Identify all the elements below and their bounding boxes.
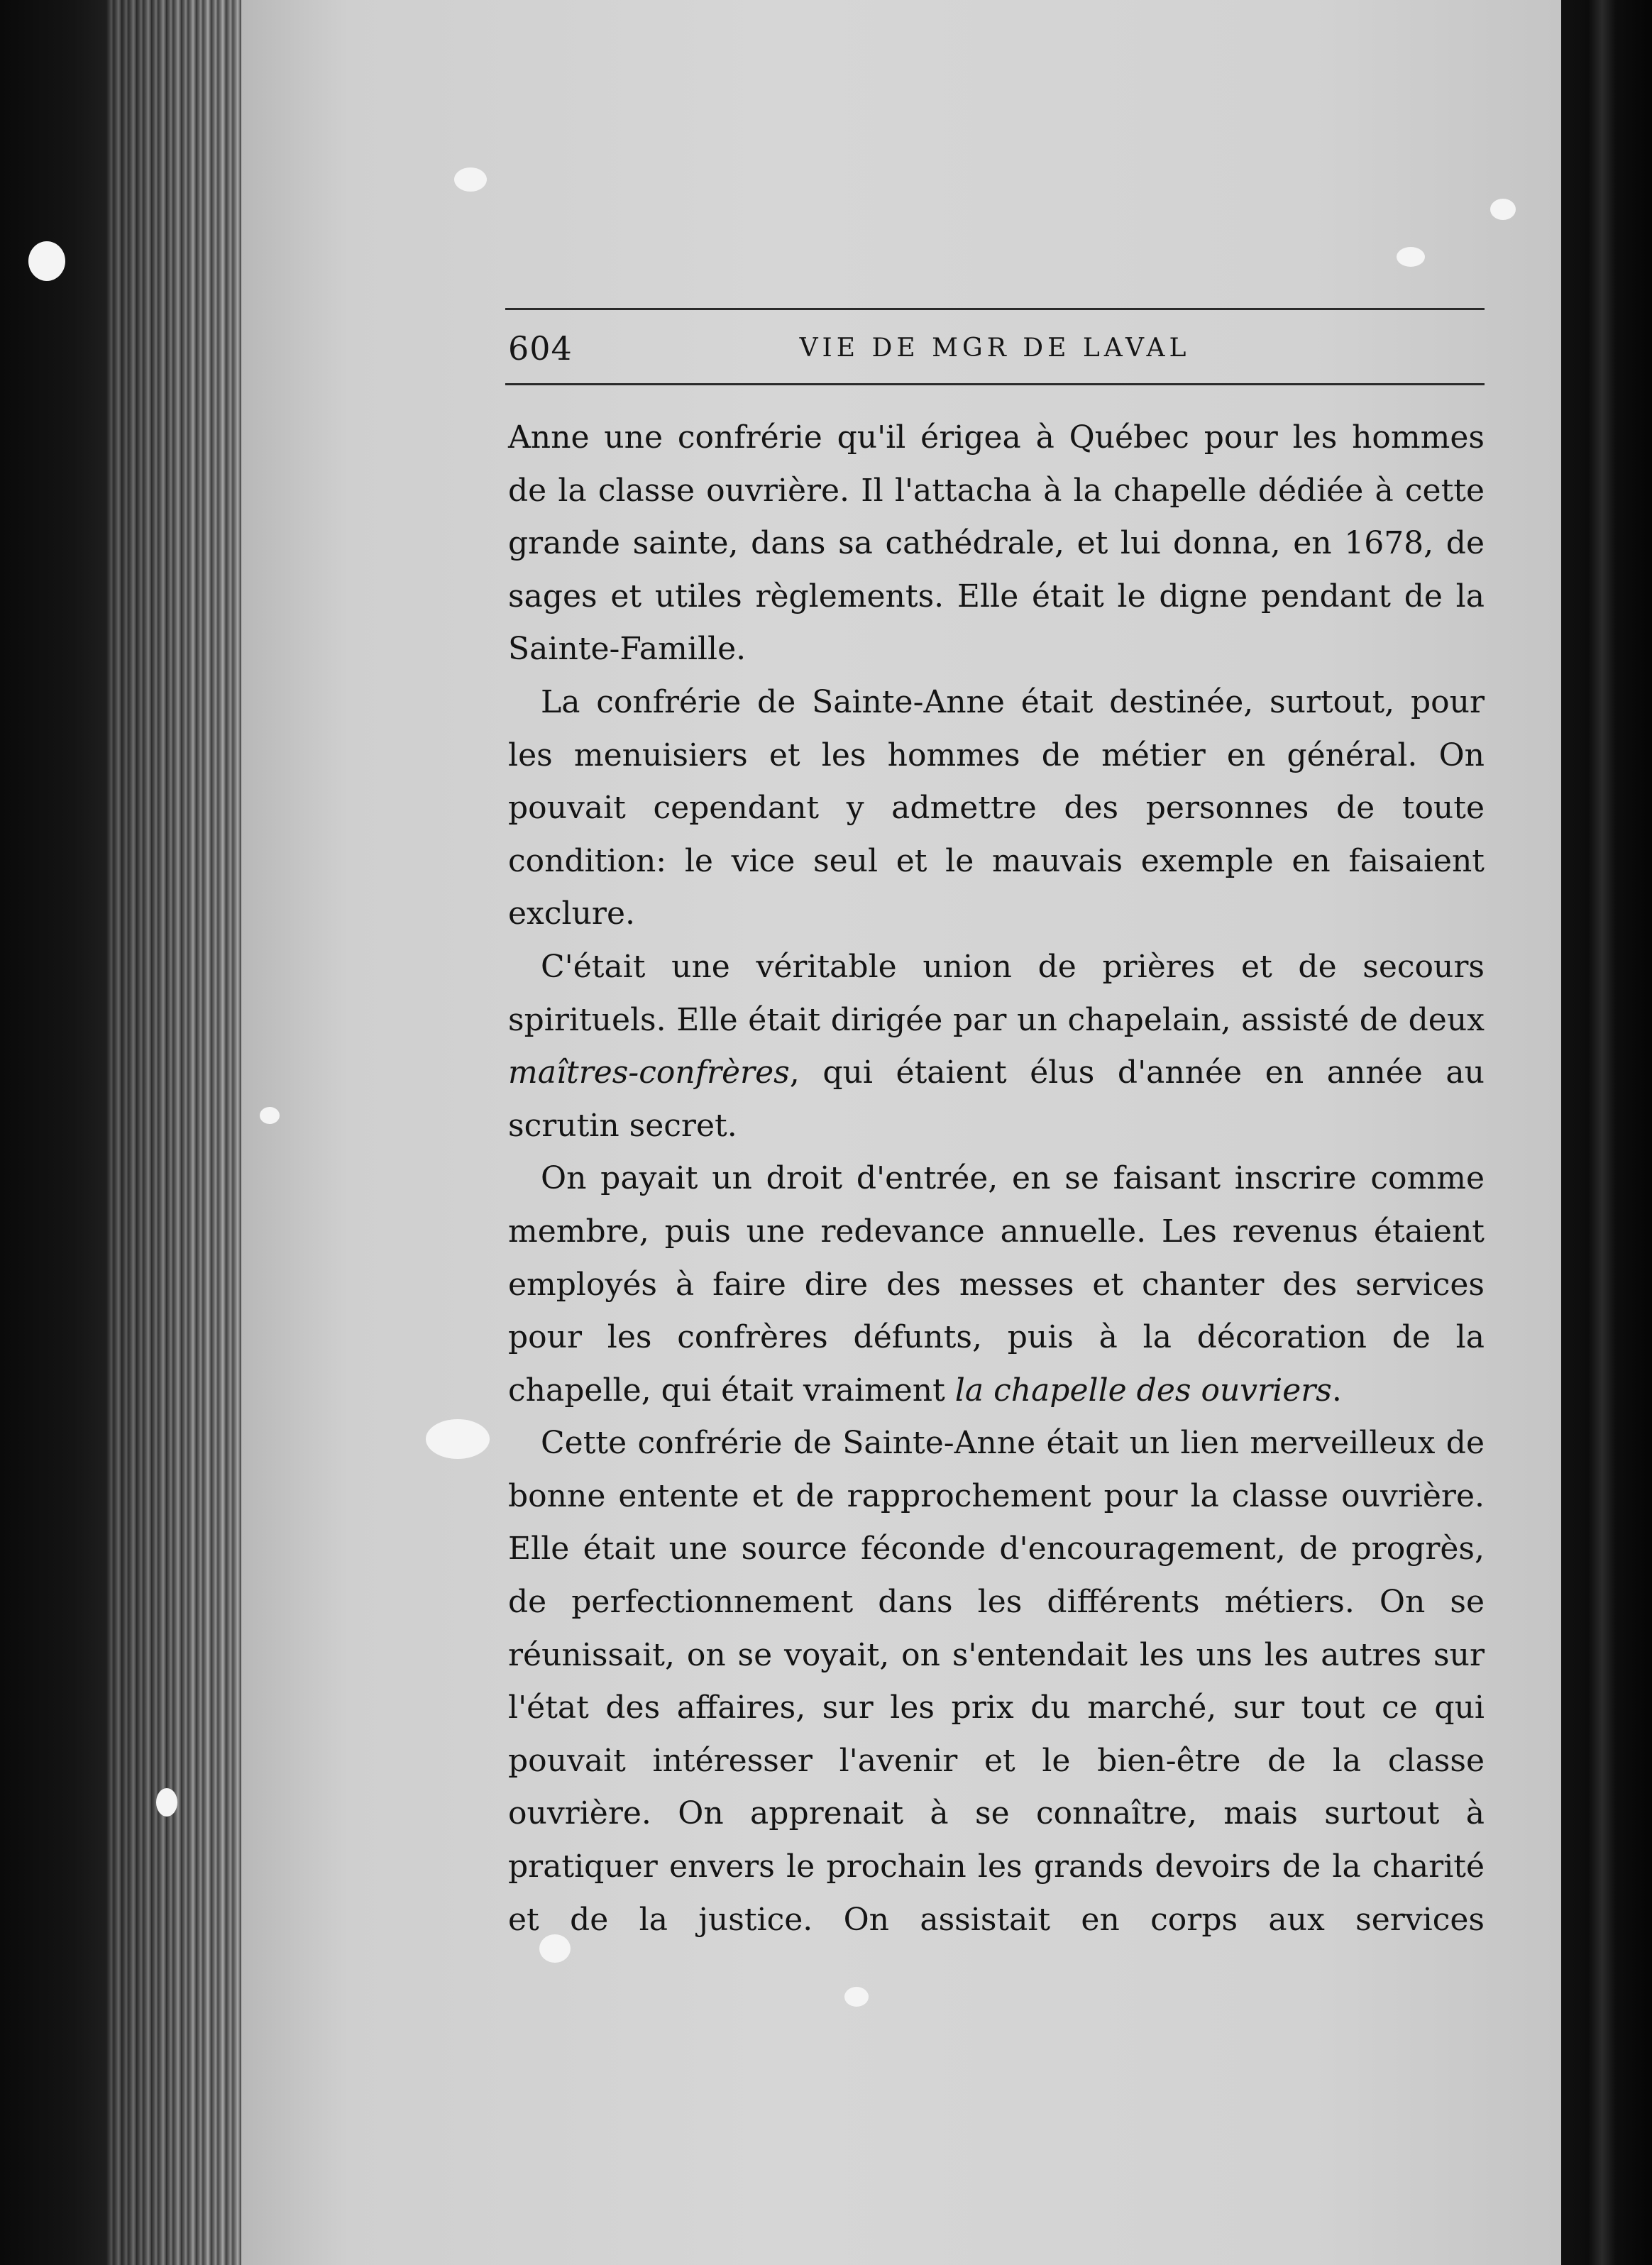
header-rule-bottom [505, 383, 1485, 385]
paragraph: Anne une confrérie qu'il érigea à Québec pour les hommes de la classe ouvrière. Il l'attacha à la chapelle dédiée à cette grande sainte, dans sa cathédrale, et lui donna, en 1678, de sages et utiles règlements. Elle était le digne pendant de la Sainte-Famille. [508, 419, 1485, 668]
page-number: 604 [508, 329, 573, 368]
paragraph [508, 1152, 1485, 1417]
dust-speck [1490, 199, 1516, 220]
dust-speck [28, 241, 65, 281]
running-title: VIE DE MGR DE LAVAL [799, 334, 1191, 363]
dust-speck [260, 1107, 280, 1124]
dust-speck [156, 1788, 177, 1817]
paragraph-text: . [1331, 1372, 1342, 1409]
page-edges-stack [106, 0, 255, 2265]
paragraph [508, 941, 1485, 1152]
dust-speck [454, 167, 487, 192]
italic-term: la chapelle des ouvriers [954, 1372, 1332, 1409]
italic-term: maîtres-confrères [508, 1054, 790, 1091]
paragraph-text: C'était une véritable union de prières et de secours spirituels. Elle était dirigée par un chapelain, assisté de deux [508, 948, 1485, 1038]
body-text [508, 412, 1485, 1946]
right-dark-edge [1561, 0, 1652, 2265]
dust-speck [1397, 247, 1425, 267]
binding-shadow [0, 0, 121, 2265]
paragraph: Cette confrérie de Sainte-Anne était un lien merveilleux de bonne entente et de rapprochement pour la classe ouvrière. Elle était une source féconde d'encouragement, de progrès, de perfectionnement dans les différents métiers. On se réunissait, on se voyait, on s'entendait les uns les autres sur l'état des affaires, sur les prix du marché, sur tout ce qui pouvait intéresser l'avenir et le bien-être de la classe ouvrière. On apprenait à se connaître, mais surtout à pratiquer envers le prochain les grands devoirs de la charité et de la justice. On assistait en corps aux services [508, 1425, 1485, 1938]
dust-speck [426, 1419, 490, 1459]
paragraph: La confrérie de Sainte-Anne était destinée, surtout, pour les menuisiers et les hommes de métier en général. On pouvait cependant y admettre des personnes de toute condition: le vice seul et le mauvais exemple en faisaient exclure. [508, 683, 1485, 932]
header-rule-top [505, 308, 1485, 310]
paragraph-text: , qui étaient élus d'année en année au scrutin secret. [508, 1054, 1485, 1144]
running-header [508, 328, 1482, 378]
paragraph-text: On payait un droit d'entrée, en se faisant inscrire comme membre, puis une redevance annuelle. Les revenus étaient employés à faire dire des messes et chanter des services pour les confrères défunts, puis à la décoration de la chapelle, qui était vraiment [508, 1160, 1485, 1409]
dust-speck [844, 1987, 869, 2007]
